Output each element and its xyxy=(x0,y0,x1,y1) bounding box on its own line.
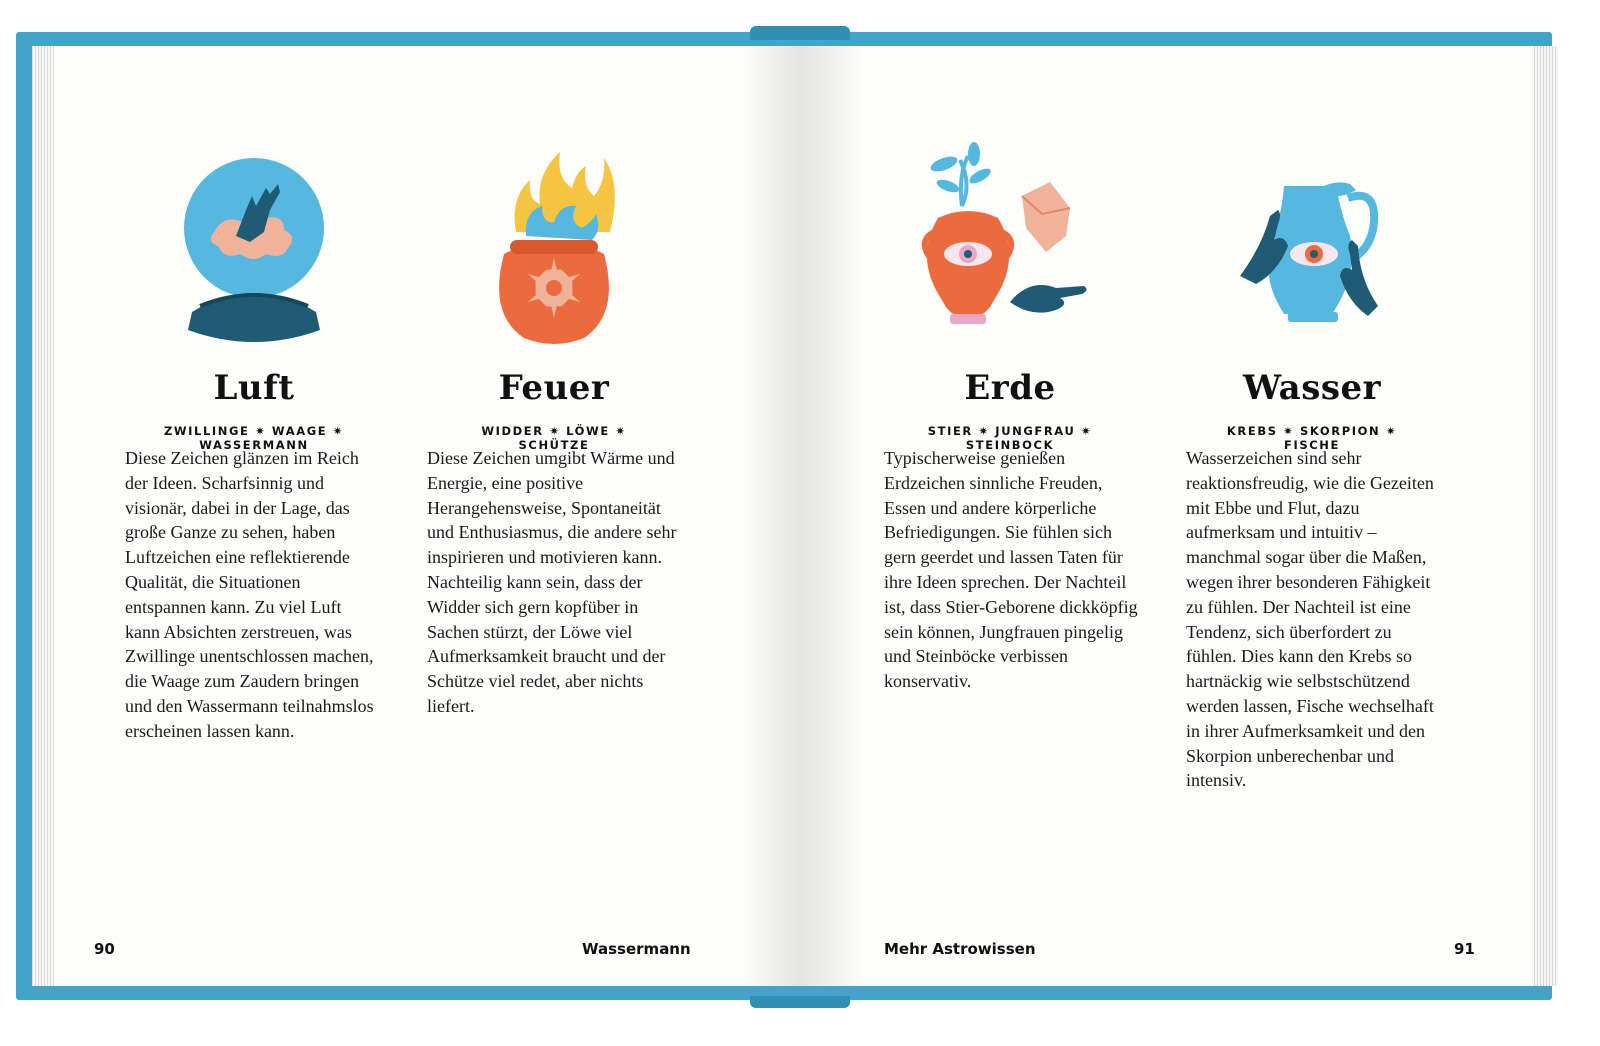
page-number: 90 xyxy=(94,940,115,958)
element-title: Erde xyxy=(964,368,1056,408)
element-title: Luft xyxy=(213,368,295,408)
left-page xyxy=(32,46,802,986)
signs-line-2: SCHÜTZE xyxy=(518,438,590,452)
signs-line-2: WASSERMANN xyxy=(199,438,309,452)
body-text-luft: Diese Zeichen glänzen im Reich der Ideen. Scharfsinnig und visionär, dabei in der Lage, das große Ganze zu sehen, haben Luftzeichen eine reflektierende Qualität, die Situationen entspannen kann. Zu viel Luft kann Absichten zerstreuen, was Zwillinge unentschlossen machen, die Waage zum Zaudern bringen und den Wassermann teilnahmslos erscheinen lassen kann. xyxy=(125,448,374,741)
gutter-shadow xyxy=(802,46,862,986)
running-head: Mehr Astrowissen xyxy=(884,940,1036,958)
body-text-wasser: Wasserzeichen sind sehr reaktionsfreudig, wie die Gezeiten mit Ebbe und Flut, dazu aufmerksam und intuitiv – manchmal sogar über die Maßen, wegen ihrer besonderen Fähigkeit zu fühlen. Der Nachteil ist eine Tendenz, sich überfordert zu fühlen. Dies kann den Krebs so hartnäckig wie selbstschützend werden lassen, Fische wechselhaft in ihrer Aufmerksamkeit und den Skorpion unberechenbar und intensiv. xyxy=(1186,448,1434,791)
body-text-erde: Typischerweise genießen Erdzeichen sinnliche Freuden, Essen und andere körperliche Befriedigungen. Sie fühlen sich gern geerdet und lassen Taten für ihre Ideen sprechen. Der Nachteil ist, dass Stier-Geborene dickköpfig sein können, Jungfrauen pingelig und Steinböcke verbissen konservativ. xyxy=(884,448,1138,692)
signs-line-1: WIDDER ✷ LÖWE ✷ xyxy=(481,424,627,438)
book-spine-top xyxy=(750,26,850,40)
element-title: Wasser xyxy=(1242,368,1382,408)
element-title: Feuer xyxy=(498,368,610,408)
page-number: 91 xyxy=(1454,940,1475,958)
jug-with-hands-icon xyxy=(1182,136,1442,366)
gutter-shadow xyxy=(742,46,802,986)
vase-crystal-hand-icon xyxy=(880,136,1140,366)
book-spine-bottom xyxy=(750,996,850,1008)
signs-line-2: STEINBOCK xyxy=(965,438,1055,452)
signs-line-1: ZWILLINGE ✷ WAAGE ✷ xyxy=(163,424,345,438)
signs-line-1: KREBS ✷ SKORPION ✷ xyxy=(1226,424,1398,438)
running-head: Wassermann xyxy=(582,940,691,958)
signs-line-1: STIER ✷ JUNGFRAU ✷ xyxy=(927,424,1093,438)
crystal-ball-icon xyxy=(124,136,384,366)
flaming-cauldron-icon xyxy=(424,136,684,366)
body-text-feuer: Diese Zeichen umgibt Wärme und Energie, eine positive Herangehensweise, Spontaneität und Enthusiasmus, die andere sehr inspirieren und motivieren kann. Nachteilig kann sein, dass der Widder sich gern kopfüber in Sachen stürzt, der Löwe viel Aufmerksamkeit braucht und der Schütze viel redet, aber nichts liefert. xyxy=(427,448,677,716)
signs-line-2: FISCHE xyxy=(1284,438,1340,452)
right-page xyxy=(802,46,1558,986)
